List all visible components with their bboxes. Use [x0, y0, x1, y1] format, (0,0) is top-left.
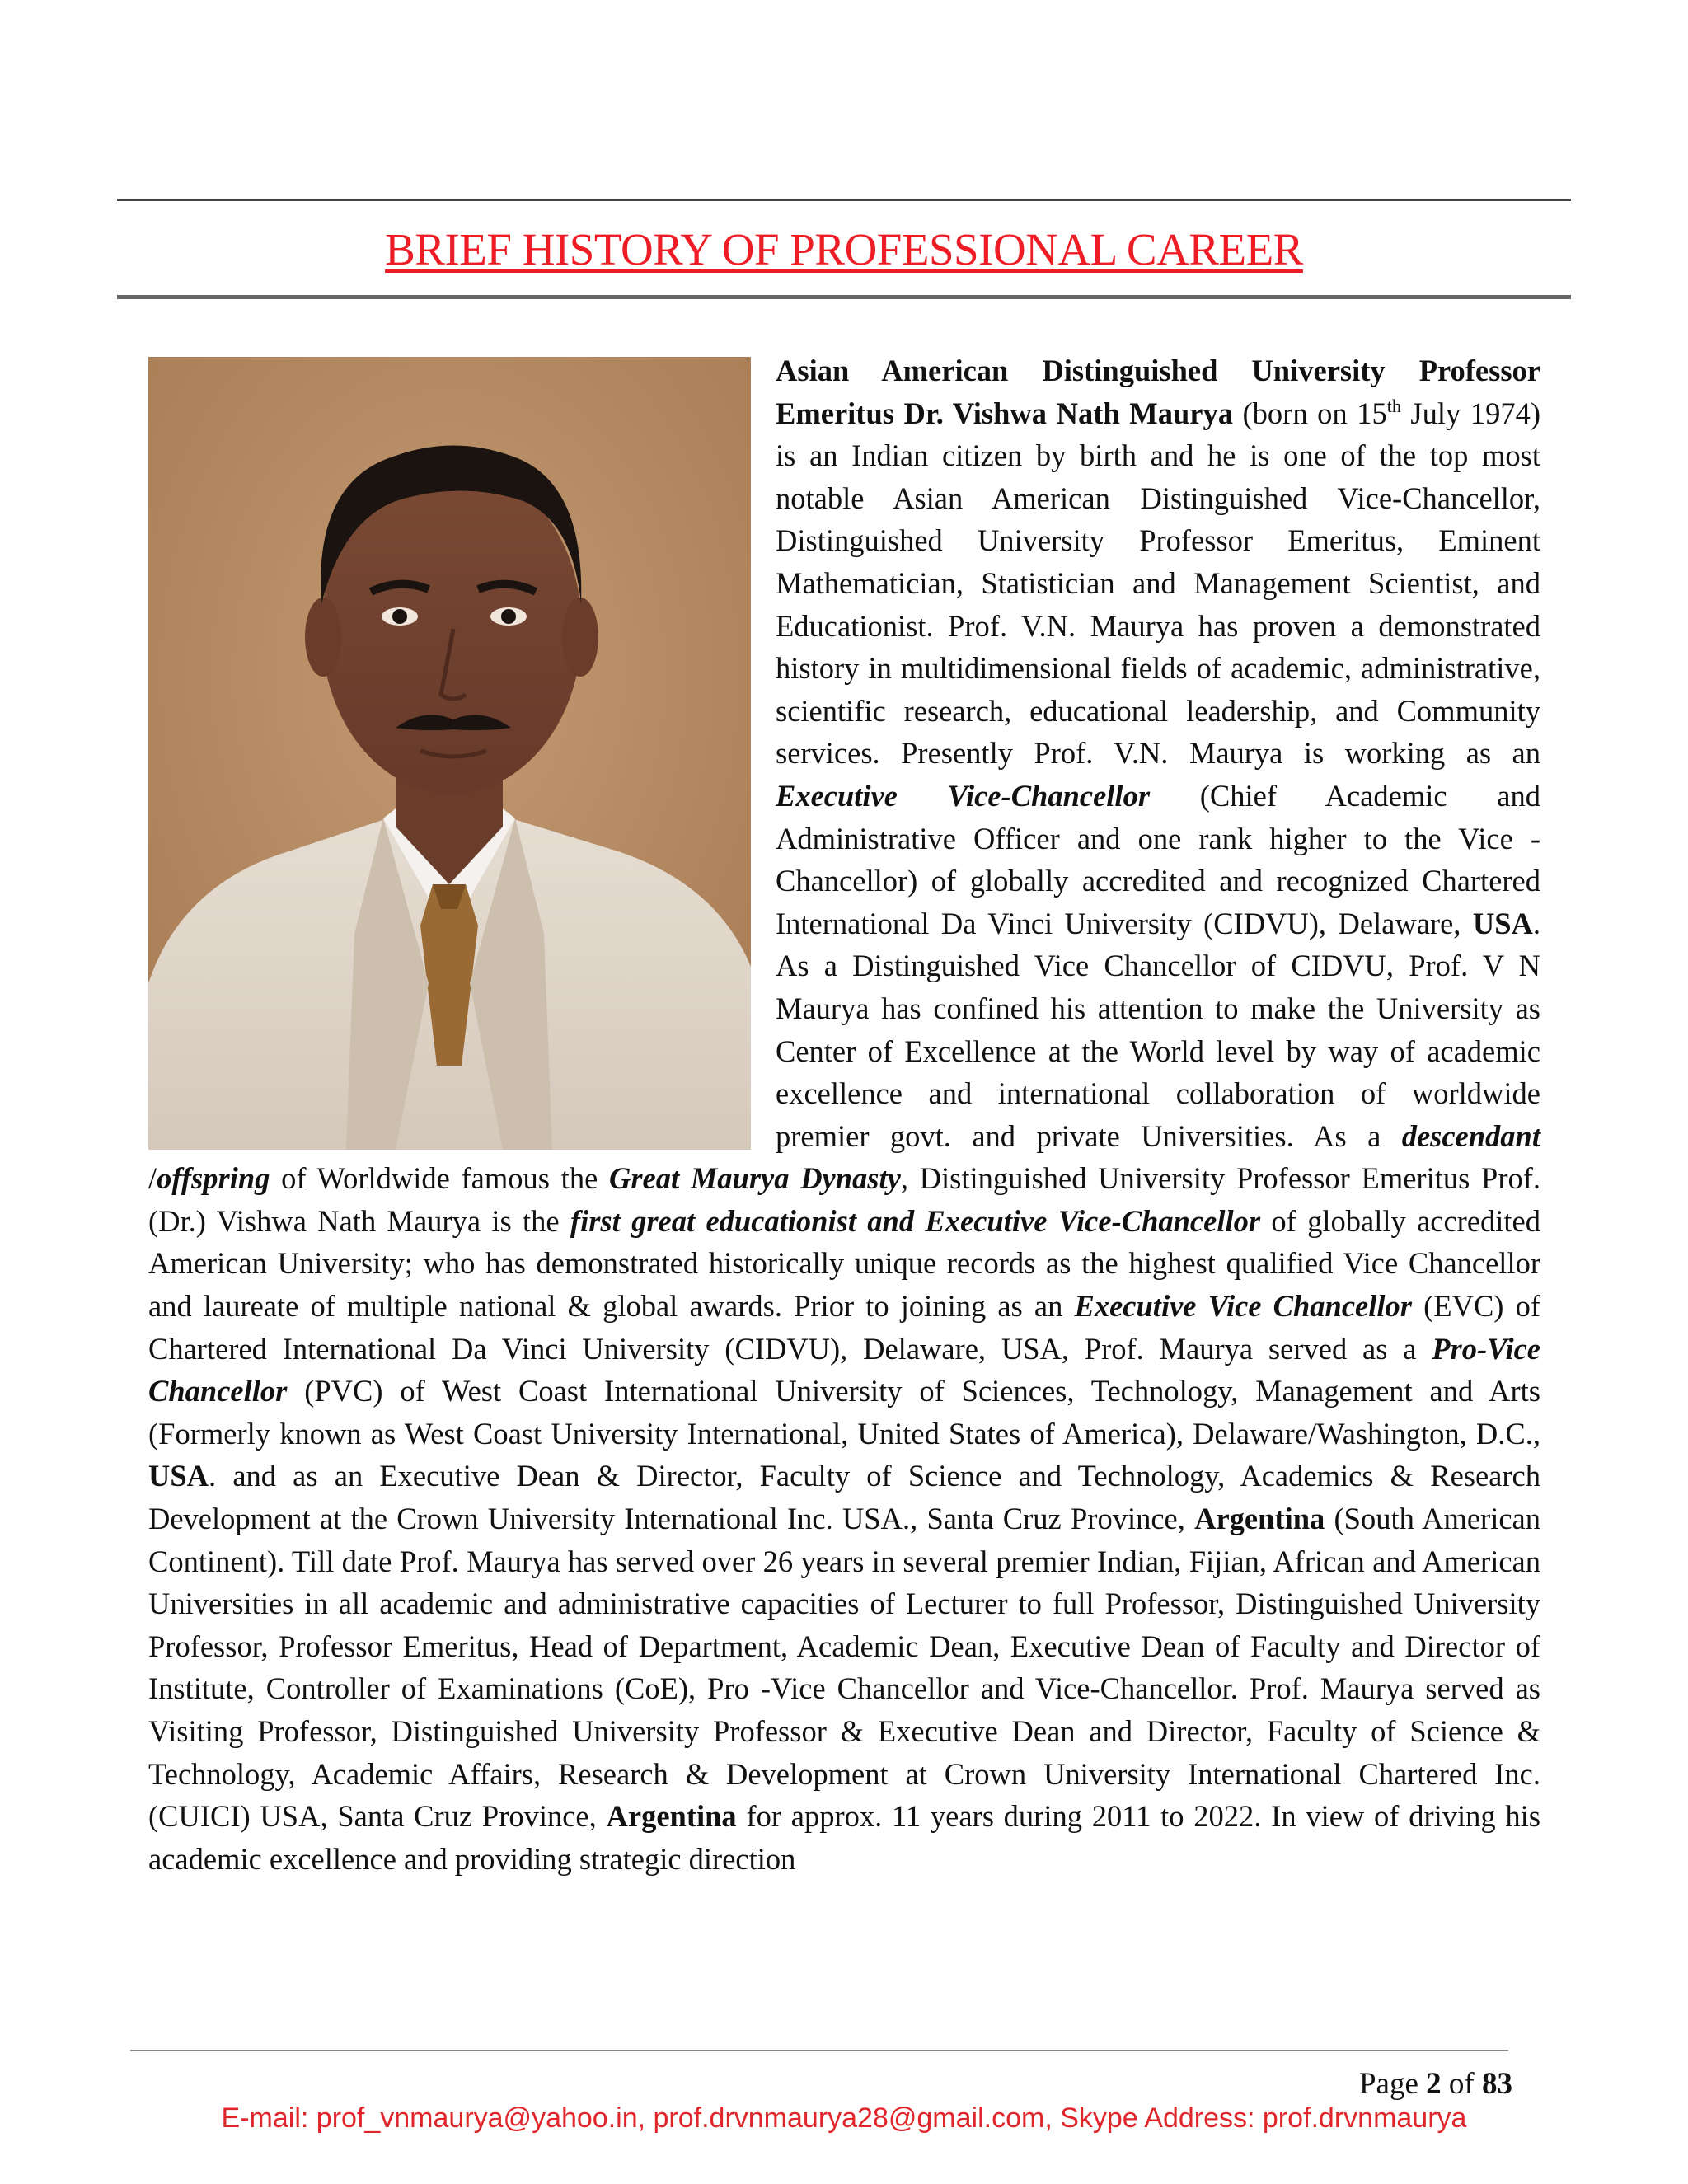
- portrait-photo: [148, 357, 751, 1150]
- page-number: Page 2 of 83: [1358, 2067, 1512, 2101]
- portrait-image: [148, 357, 751, 1150]
- footer-divider: [130, 2050, 1508, 2051]
- career-paragraph: Asian American Distinguished University Professor Emeritus Dr. Vishwa Nath Maurya (born on 15th July 1974) is an Indian citizen by birth and he is one of the top most notable Asian American Distinguished Vice-Chancellor, Distinguished University Professor Emeritus, Eminent Mathematician, Statistician and Management Scientist, and Educationist. Prof. V.N. Maurya has proven a demonstrated history in multidimensional fields of academic, administrative, scientific research, educational leadership, and Community services. Presently Prof. V.N. Maurya is working as an Executive Vice-Chancellor (Chief Academic and Administrative Officer and one rank higher to the Vice - Chancellor) of globally accredited and recognized Chartered International Da Vinci University (CIDVU), Delaware, USA. As a Distinguished Vice Chancellor of CIDVU, Prof. V N Maurya has confined his attention to make the University as Center of Excellence at the World level by way of academic excellence and international collaboration of worldwide premier govt. and private Universities. As a descendant /offspring of Worldwide famous the Great Maurya Dynasty, Distinguished University Professor Emeritus Prof. (Dr.) Vishwa Nath Maurya is the first great educationist and Executive Vice-Chancellor of globally accredited American University; who has demonstrated historically unique records as the highest qualified Vice Chancellor and laureate of multiple national & global awards. Prior to joining as an Executive Vice Chancellor (EVC) of Chartered International Da Vinci University (CIDVU), Delaware, USA, Prof. Maurya served as a Pro-Vice Chancellor (PVC) of West Coast International University of Sciences, Technology, Management and Arts (Formerly known as West Coast University International, United States of America), Delaware/Washington, D.C., USA. and as an Executive Dean & Director, Faculty of Science and Technology, Academics & Research Development at the Crown University International Inc. USA., Santa Cruz Province, Argentina (South American Continent). Till date Prof. Maurya has served over 26 years in several premier Indian, Fijian, African and American Universities in all academic and administrative capacities of Lecturer to full Professor, Distinguished University Professor, Professor Emeritus, Head of Department, Academic Dean, Executive Dean of Faculty and Director of Institute, Controller of Examinations (CoE), Pro -Vice Chancellor and Vice-Chancellor. Prof. Maurya served as Visiting Professor, Distinguished University Professor & Executive Dean and Director, Faculty of Science & Technology, Academic Affairs, Research & Development at Crown University International Chartered Inc. (CUICI) USA, Santa Cruz Province, Argentina for approx. 11 years during 2011 to 2022. In view of driving his academic excellence and providing strategic direction: [148, 354, 1541, 1876]
- top-divider: [117, 199, 1571, 201]
- page-title: BRIEF HISTORY OF PROFESSIONAL CAREER: [385, 224, 1303, 274]
- document-body: [148, 349, 1540, 1880]
- footer-contact: E-mail: prof_vnmaurya@yahoo.in, prof.drvnmaurya28@gmail.com, Skype Address: prof.drvnmaurya: [221, 2102, 1467, 2134]
- title-divider: [117, 295, 1571, 299]
